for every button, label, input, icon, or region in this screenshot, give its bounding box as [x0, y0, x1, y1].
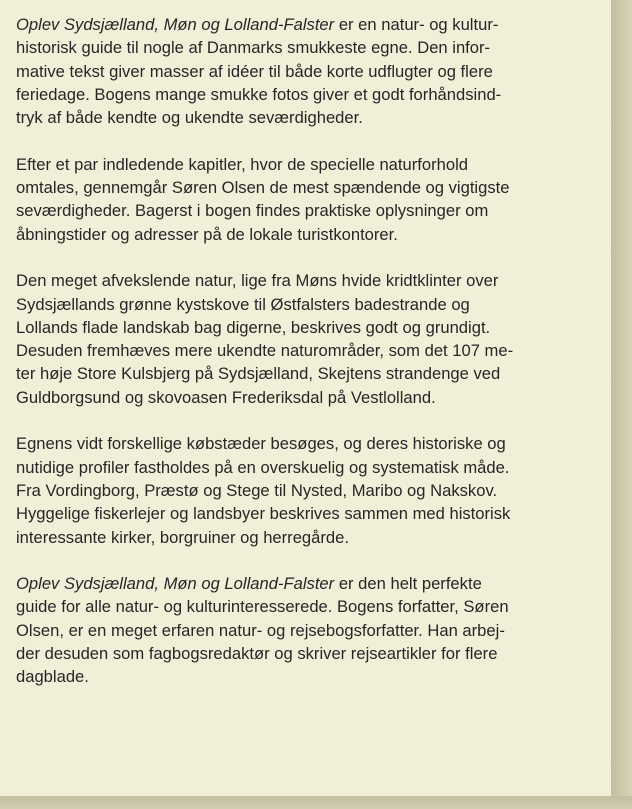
text-line: Fra Vordingborg, Præstø og Stege til Nysted, Maribo og Nakskov. [16, 480, 498, 500]
text-line: Lollands flade landskab bag digerne, beskrives godt og grundigt. [16, 317, 491, 337]
text-line: Hyggelige fiskerlejer og landsbyer beskrives sammen med historisk [16, 504, 511, 524]
text-line: nutidige profiler fastholdes på en overskuelig og systematisk måde. [16, 457, 510, 477]
text-line: der desuden som fagbogsredaktør og skriver rejseartikler for flere [16, 644, 498, 664]
text-line: interessante kirker, borgruiner og herregårde. [16, 527, 349, 547]
text-line: feriedage. Bogens mange smukke fotos giver et godt forhåndsind- [16, 84, 502, 104]
text-line: Den meget afvekslende natur, lige fra Møns hvide kridtklinter over [16, 271, 499, 291]
text-line: åbningstider og adresser på de lokale turistkontorer. [16, 224, 398, 244]
line-text: er den helt perfekte [334, 574, 482, 594]
paragraph-intro [16, 13, 608, 129]
text-line: dagblade. [16, 667, 89, 687]
text-line: Efter et par indledende kapitler, hvor de specielle naturforhold [16, 154, 469, 174]
text-line: Desuden fremhæves mere ukendte naturområder, som det 107 me- [16, 341, 514, 361]
paragraph-chapters [16, 153, 608, 246]
text-line: omtales, gennemgår Søren Olsen de mest spændende og vigtigste [16, 178, 510, 198]
paragraph-towns [16, 432, 608, 548]
text-line: seværdigheder. Bagerst i bogen findes praktiske oplysninger om [16, 201, 489, 221]
text-line: ter høje Store Kulsbjerg på Sydsjælland, Skejtens strandenge ved [16, 364, 501, 384]
text-line: tryk af både kendte og ukendte seværdigheder. [16, 108, 363, 128]
cover-edge-right [611, 0, 632, 809]
line-text: er en natur- og kultur- [334, 15, 499, 34]
paragraph-author [16, 572, 608, 688]
text-line: mative tekst giver masser af idéer til både korte udflugter og flere [16, 61, 493, 81]
cover-edge-bottom [0, 796, 632, 809]
text-line [16, 13, 608, 36]
blurb-text [16, 13, 608, 712]
text-line: Guldborgsund og skovoasen Frederiksdal på Vestlolland. [16, 387, 436, 407]
text-line [16, 572, 608, 595]
text-line: guide for alle natur- og kulturinteresserede. Bogens forfatter, Søren [16, 597, 509, 617]
book-title: Oplev Sydsjælland, Møn og Lolland-Falster [16, 574, 335, 594]
text-line: Olsen, er en meget erfaren natur- og rejsebogsforfatter. Han arbej- [16, 620, 505, 640]
text-line: Sydsjællands grønne kystskove til Østfalsters badestrande og [16, 294, 470, 314]
text-line: historisk guide til nogle af Danmarks smukkeste egne. Den infor- [16, 38, 491, 58]
paragraph-nature [16, 269, 608, 409]
text-line: Egnens vidt forskellige købstæder besøges, og deres historiske og [16, 434, 506, 454]
book-title: Oplev Sydsjælland, Møn og Lolland-Falster [16, 15, 335, 34]
